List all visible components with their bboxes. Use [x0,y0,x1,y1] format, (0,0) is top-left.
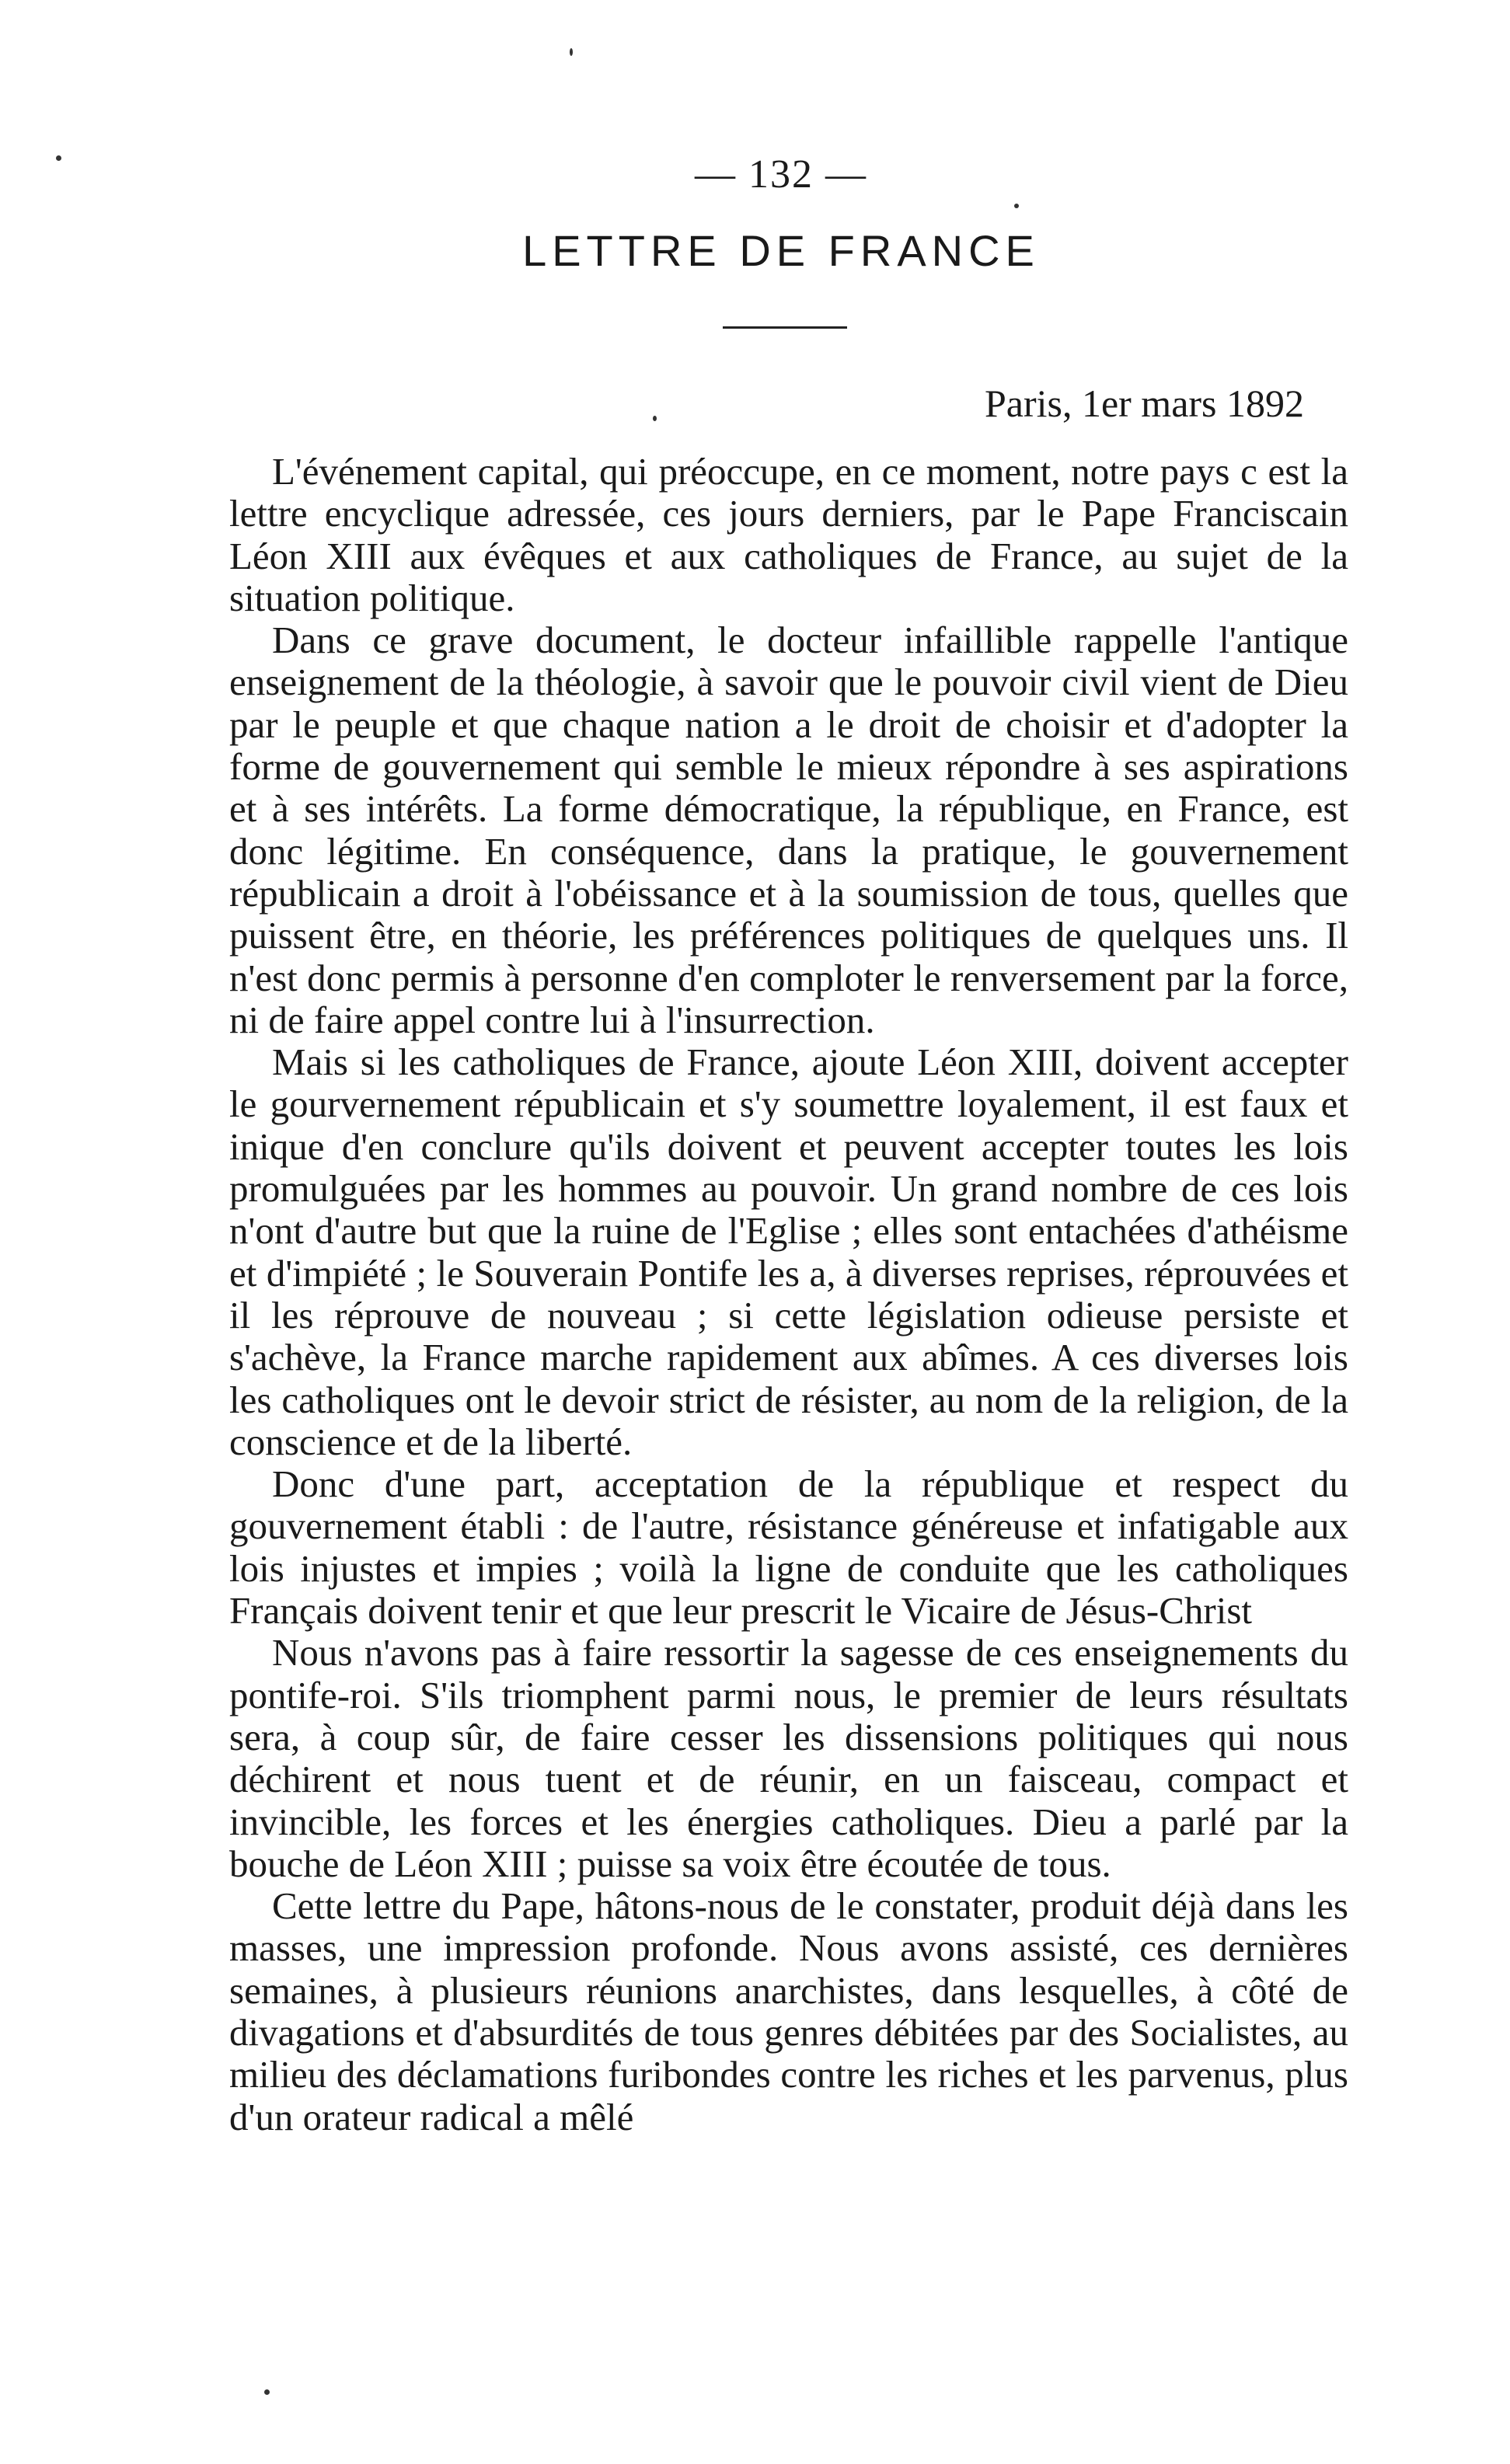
paragraph-2: Dans ce grave document, le docteur infaillible rappelle l'antique enseignement de la théologie, à savoir que le pouvoir civil vient de Dieu par le peuple et que chaque nation a le droit de choisir et d'adopter la forme de gouvernement qui semble le mieux répondre à ses aspirations et à ses intérêts. La forme démocratique, la république, en France, est donc légitime. En conséquence, dans la pratique, le gouvernement républicain a droit à l'obéissance et à la soumission de tous, quelles que puissent être, en théorie, les préférences politiques de quelques uns. Il n'est donc permis à personne d'en comploter le renversement par la force, ni de faire appel contre lui à l'insurrection. [229,619,1348,1041]
print-speck [264,2389,270,2395]
print-speck [1014,204,1019,208]
title-divider [723,326,847,329]
paragraph-4: Donc d'une part, acceptation de la république et respect du gouvernement établi : de l'autre, résistance généreuse et infatigable aux lois injustes et impies ; voilà la ligne de conduite que les catholiques Français doivent tenir et que leur prescrit le Vicaire de Jésus-Christ [229,1462,1348,1633]
paragraph-5: Nous n'avons pas à faire ressortir la sagesse de ces enseignements du pontife-roi. S'ils triomphent parmi nous, le premier de leurs résultats sera, à coup sûr, de faire cesser les dissensions politiques qui nous déchirent et nous tuent et de réunir, en un faisceau, compact et invincible, les forces et les énergies catholiques. Dieu a parlé par la bouche de Léon XIII ; puisse sa voix être écoutée de tous. [229,1631,1348,1885]
print-speck [570,48,573,56]
article-title: LETTRE DE FRANCE [522,226,1040,275]
paragraph-1: L'événement capital, qui préoccupe, en ce moment, notre pays c est la lettre encyclique adressée, ces jours derniers, par le Pape Franciscain Léon XIII aux évêques et aux catholiques de France, au sujet de la situation politique. [229,450,1348,619]
dateline: Paris, 1er mars 1892 [984,382,1304,425]
paragraph-3: Mais si les catholiques de France, ajoute Léon XIII, doivent accepter le gourvernement républicain et s'y soumettre loyalement, il est faux et inique d'en conclure qu'ils doivent et peuvent accepter toutes les lois promulguées par les hommes au pouvoir. Un grand nombre de ces lois n'ont d'autre but que la ruine de l'Eglise ; elles sont entachées d'athéisme et d'impiété ; le Souverain Pontife les a, à diverses reprises, réprouvées et il les réprouve de nouveau ; si cette législation odieuse persiste et s'achève, la France marche rapidement aux abîmes. A ces diverses lois les catholiques ont le devoir strict de résister, au nom de la religion, de la conscience et de la liberté. [229,1040,1348,1463]
paragraph-6: Cette lettre du Pape, hâtons-nous de le constater, produit déjà dans les masses, une impression profonde. Nous avons assisté, ces dernières semaines, à plusieurs réunions anarchistes, dans lesquelles, à côté de divagations et d'absurdités de tous genres débitées par des Socialistes, au milieu des déclamations furibondes contre les riches et les parvenus, plus d'un orateur radical a mêlé [229,1884,1348,2138]
print-speck [653,416,657,421]
print-speck [56,155,61,161]
page-number: — 132 — [695,152,867,197]
article-body [229,451,1348,2138]
